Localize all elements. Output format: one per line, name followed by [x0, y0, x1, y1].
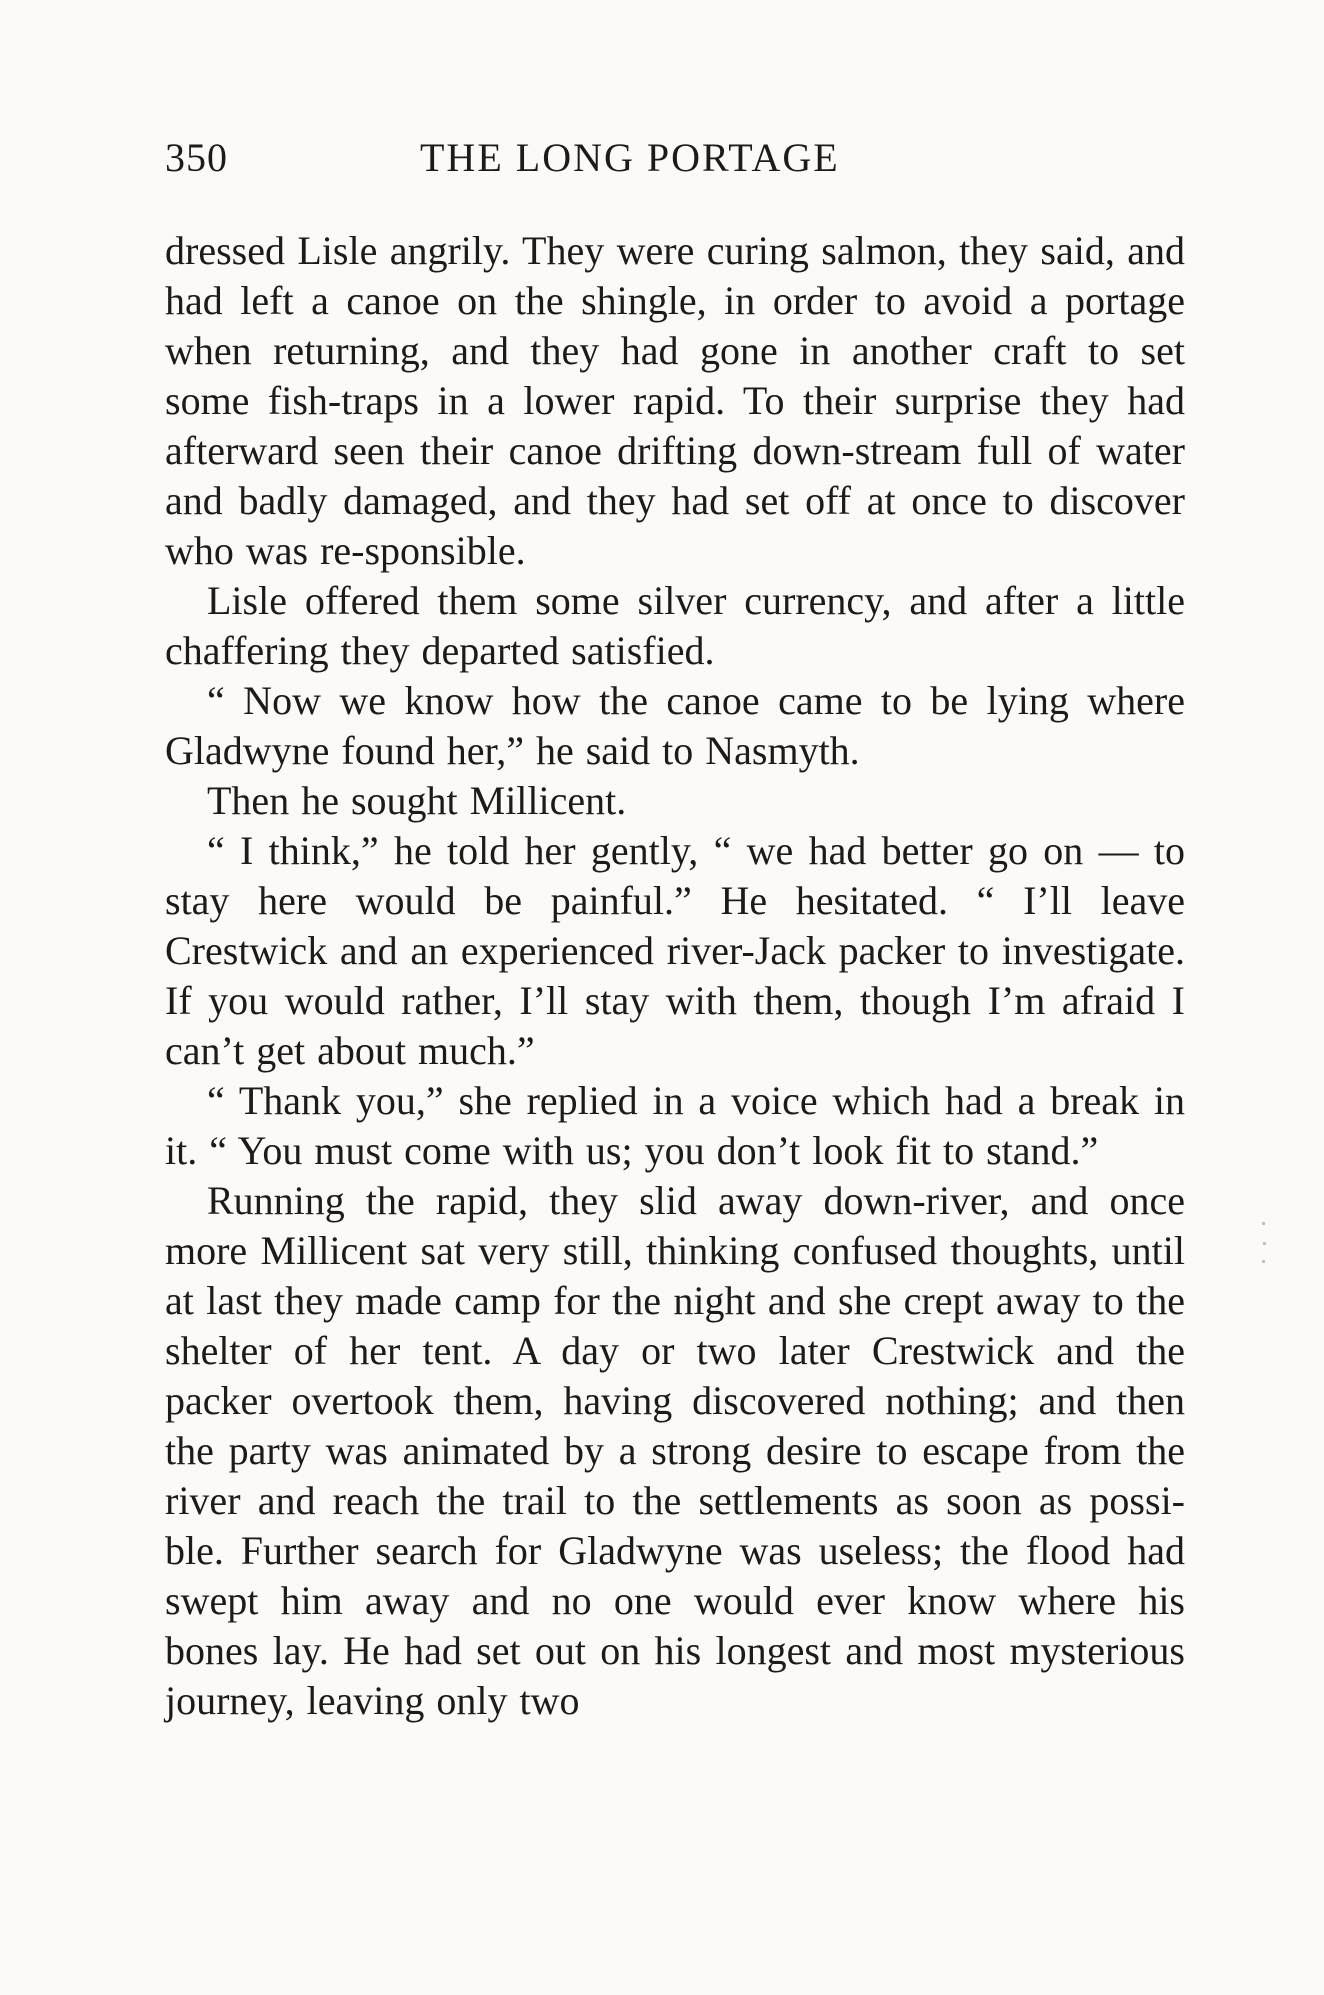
- scan-speck: [1262, 1222, 1265, 1225]
- paragraph: “ Thank you,” she replied in a voice which had a break in it. “ You must come with us; you don’t look fit to stand.”: [165, 1078, 1185, 1173]
- page-number: 350: [165, 135, 228, 180]
- paragraph: Running the rapid, they slid away down-river, and once more Millicent sat very still, thinking confused thoughts, until at last they made camp for the night and she crept away to the shelter of her tent. A day or two later Crestwick and the packer overtook them, having discovered nothing; and then the party was animated by a strong desire to escape from the river and reach the trail to the settlements as soon as possi-ble. Further search for Gladwyne was useless; the flood had swept him away and no one would ever know where his bones lay. He had set out on his longest and most mysterious journey, leaving only two: [165, 1178, 1185, 1723]
- paragraph: “ I think,” he told her gently, “ we had better go on — to stay here would be painful.” He hesitated. “ I’ll leave Crestwick and an experienced river-Jack packer to investigate. If you would rather, I’ll stay with them, though I’m afraid I can’t get about much.”: [165, 828, 1185, 1073]
- paragraph: Then he sought Millicent.: [207, 778, 627, 823]
- paragraph: “ Now we know how the canoe came to be lying where Gladwyne found her,” he said to Nasmyth.: [165, 678, 1185, 773]
- page-header: [165, 134, 1185, 194]
- paragraph: dressed Lisle angrily. They were curing salmon, they said, and had left a canoe on the shingle, in order to avoid a portage when returning, and they had gone in another craft to set some fish-traps in a lower rapid. To their surprise they had afterward seen their canoe drifting down-stream full of water and badly damaged, and they had set off at once to discover who was re-sponsible.: [165, 228, 1185, 573]
- running-head: THE LONG PORTAGE: [420, 135, 840, 180]
- body-text: [165, 226, 1185, 1726]
- paragraph: Lisle offered them some silver currency, and after a little chaffering they departed satisfied.: [165, 578, 1185, 673]
- scan-speck: [1262, 1260, 1265, 1263]
- scan-speck: [1263, 1242, 1266, 1245]
